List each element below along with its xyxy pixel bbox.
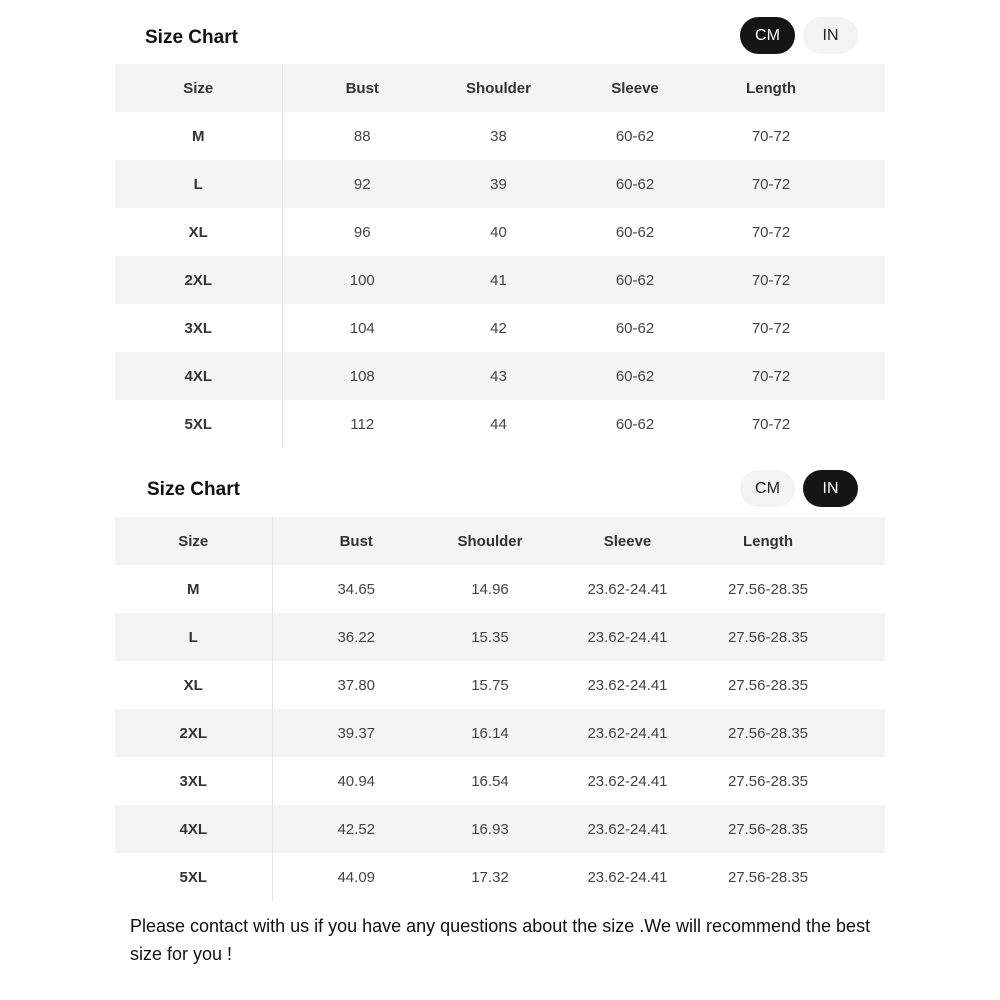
value-cell: 16.54 — [471, 772, 509, 790]
size-cell: M — [115, 565, 272, 613]
table-row — [115, 208, 885, 256]
value-cell: 40 — [490, 223, 507, 241]
value-cell: 23.62-24.41 — [587, 724, 668, 742]
row-spacer — [821, 661, 885, 709]
value-cell: 96 — [353, 223, 371, 241]
table-row — [115, 160, 885, 208]
size-cell: 3XL — [115, 304, 282, 352]
value-cell: 70-72 — [751, 367, 791, 385]
value-cell: 23.62-24.41 — [587, 820, 668, 838]
value-cell: 39 — [490, 175, 507, 193]
column-header-length: Length — [743, 532, 793, 550]
table-row — [115, 400, 885, 448]
size-advice-note: Please contact with us if you have any questions about the size .We will recommend the best size for you ! — [130, 916, 871, 964]
table-row — [115, 304, 885, 352]
size-cell: XL — [115, 661, 272, 709]
value-cell: 23.62-24.41 — [587, 580, 668, 598]
value-cell: 38 — [490, 127, 507, 145]
value-cell: 44.09 — [337, 868, 376, 886]
value-cell: 27.56-28.35 — [727, 676, 809, 694]
size-cell: 2XL — [115, 709, 272, 757]
value-cell: 27.56-28.35 — [727, 580, 809, 598]
row-spacer — [827, 208, 885, 256]
column-header-length: Length — [746, 79, 796, 97]
value-cell: 17.32 — [471, 868, 509, 886]
row-spacer — [821, 805, 885, 853]
row-spacer — [827, 352, 885, 400]
row-spacer — [821, 565, 885, 613]
value-cell: 39.37 — [337, 724, 376, 742]
value-cell: 23.62-24.41 — [587, 868, 668, 886]
table-row — [115, 757, 885, 805]
value-cell: 27.56-28.35 — [727, 628, 809, 646]
row-spacer — [827, 112, 885, 160]
table-row — [115, 112, 885, 160]
row-spacer — [827, 304, 885, 352]
column-header-shoulder: Shoulder — [465, 79, 531, 97]
row-spacer — [821, 853, 885, 901]
column-header-bust: Bust — [339, 532, 373, 550]
value-cell: 60-62 — [615, 367, 655, 385]
size-cell: XL — [115, 208, 282, 256]
table-row — [115, 853, 885, 901]
unit-cm-button[interactable]: CM — [740, 470, 795, 507]
column-header-shoulder: Shoulder — [457, 532, 523, 550]
value-cell: 104 — [349, 319, 375, 337]
size-cell: L — [115, 160, 282, 208]
value-cell: 112 — [350, 415, 375, 433]
column-header-sleeve: Sleeve — [611, 79, 659, 97]
header-row — [115, 64, 885, 112]
chart-title: Size Chart — [145, 27, 238, 48]
unit-in-button[interactable]: IN — [803, 470, 858, 507]
size-cell: 5XL — [115, 853, 272, 901]
row-spacer — [821, 757, 885, 805]
value-cell: 15.75 — [471, 676, 509, 694]
value-cell: 27.56-28.35 — [727, 820, 809, 838]
header-spacer — [821, 517, 885, 565]
value-cell: 60-62 — [615, 127, 655, 145]
value-cell: 70-72 — [751, 175, 791, 193]
header-row — [115, 517, 885, 565]
value-cell: 60-62 — [615, 415, 655, 433]
size-cell: 3XL — [115, 757, 272, 805]
row-spacer — [821, 709, 885, 757]
size-cell: 4XL — [115, 805, 272, 853]
table-row — [115, 709, 885, 757]
column-header-bust: Bust — [345, 79, 379, 97]
size-cell: M — [115, 112, 282, 160]
table-row — [115, 661, 885, 709]
unit-cm-button[interactable]: CM — [740, 17, 795, 54]
value-cell: 27.56-28.35 — [727, 772, 809, 790]
table-row — [115, 352, 885, 400]
size-cell: L — [115, 613, 272, 661]
value-cell: 70-72 — [751, 319, 791, 337]
value-cell: 27.56-28.35 — [727, 868, 809, 886]
size-table — [115, 517, 885, 901]
value-cell: 27.56-28.35 — [727, 724, 809, 742]
value-cell: 60-62 — [615, 223, 655, 241]
row-spacer — [827, 256, 885, 304]
unit-toggle — [740, 17, 858, 54]
value-cell: 92 — [353, 175, 371, 193]
size-cell: 4XL — [115, 352, 282, 400]
value-cell: 70-72 — [751, 415, 791, 433]
value-cell: 36.22 — [337, 628, 376, 646]
value-cell: 60-62 — [615, 175, 655, 193]
column-header-size: Size — [115, 517, 272, 565]
value-cell: 70-72 — [751, 127, 791, 145]
value-cell: 42 — [490, 319, 507, 337]
row-spacer — [821, 613, 885, 661]
chart-title: Size Chart — [147, 479, 240, 500]
row-spacer — [827, 160, 885, 208]
value-cell: 100 — [349, 271, 375, 289]
row-spacer — [827, 400, 885, 448]
unit-toggle — [740, 470, 858, 507]
table-row — [115, 256, 885, 304]
value-cell: 14.96 — [471, 580, 509, 598]
value-cell: 15.35 — [471, 628, 509, 646]
column-header-size: Size — [115, 64, 282, 112]
size-table — [115, 64, 885, 448]
value-cell: 70-72 — [751, 223, 791, 241]
size-cell: 5XL — [115, 400, 282, 448]
value-cell: 108 — [349, 367, 375, 385]
value-cell: 88 — [353, 127, 371, 145]
header-spacer — [827, 64, 885, 112]
column-header-sleeve: Sleeve — [603, 532, 652, 550]
value-cell: 60-62 — [615, 319, 655, 337]
value-cell: 41 — [490, 271, 507, 289]
value-cell: 16.93 — [471, 820, 509, 838]
table-row — [115, 565, 885, 613]
value-cell: 34.65 — [337, 580, 376, 598]
unit-in-button[interactable]: IN — [803, 17, 858, 54]
value-cell: 44 — [490, 415, 507, 433]
size-cell: 2XL — [115, 256, 282, 304]
value-cell: 42.52 — [337, 820, 376, 838]
value-cell: 60-62 — [615, 271, 655, 289]
table-row — [115, 805, 885, 853]
table-row — [115, 613, 885, 661]
value-cell: 23.62-24.41 — [587, 676, 668, 694]
value-cell: 23.62-24.41 — [587, 628, 668, 646]
value-cell: 37.80 — [337, 676, 376, 694]
value-cell: 43 — [490, 367, 507, 385]
value-cell: 70-72 — [751, 271, 791, 289]
value-cell: 40.94 — [337, 772, 376, 790]
value-cell: 16.14 — [471, 724, 509, 742]
value-cell: 23.62-24.41 — [587, 772, 668, 790]
